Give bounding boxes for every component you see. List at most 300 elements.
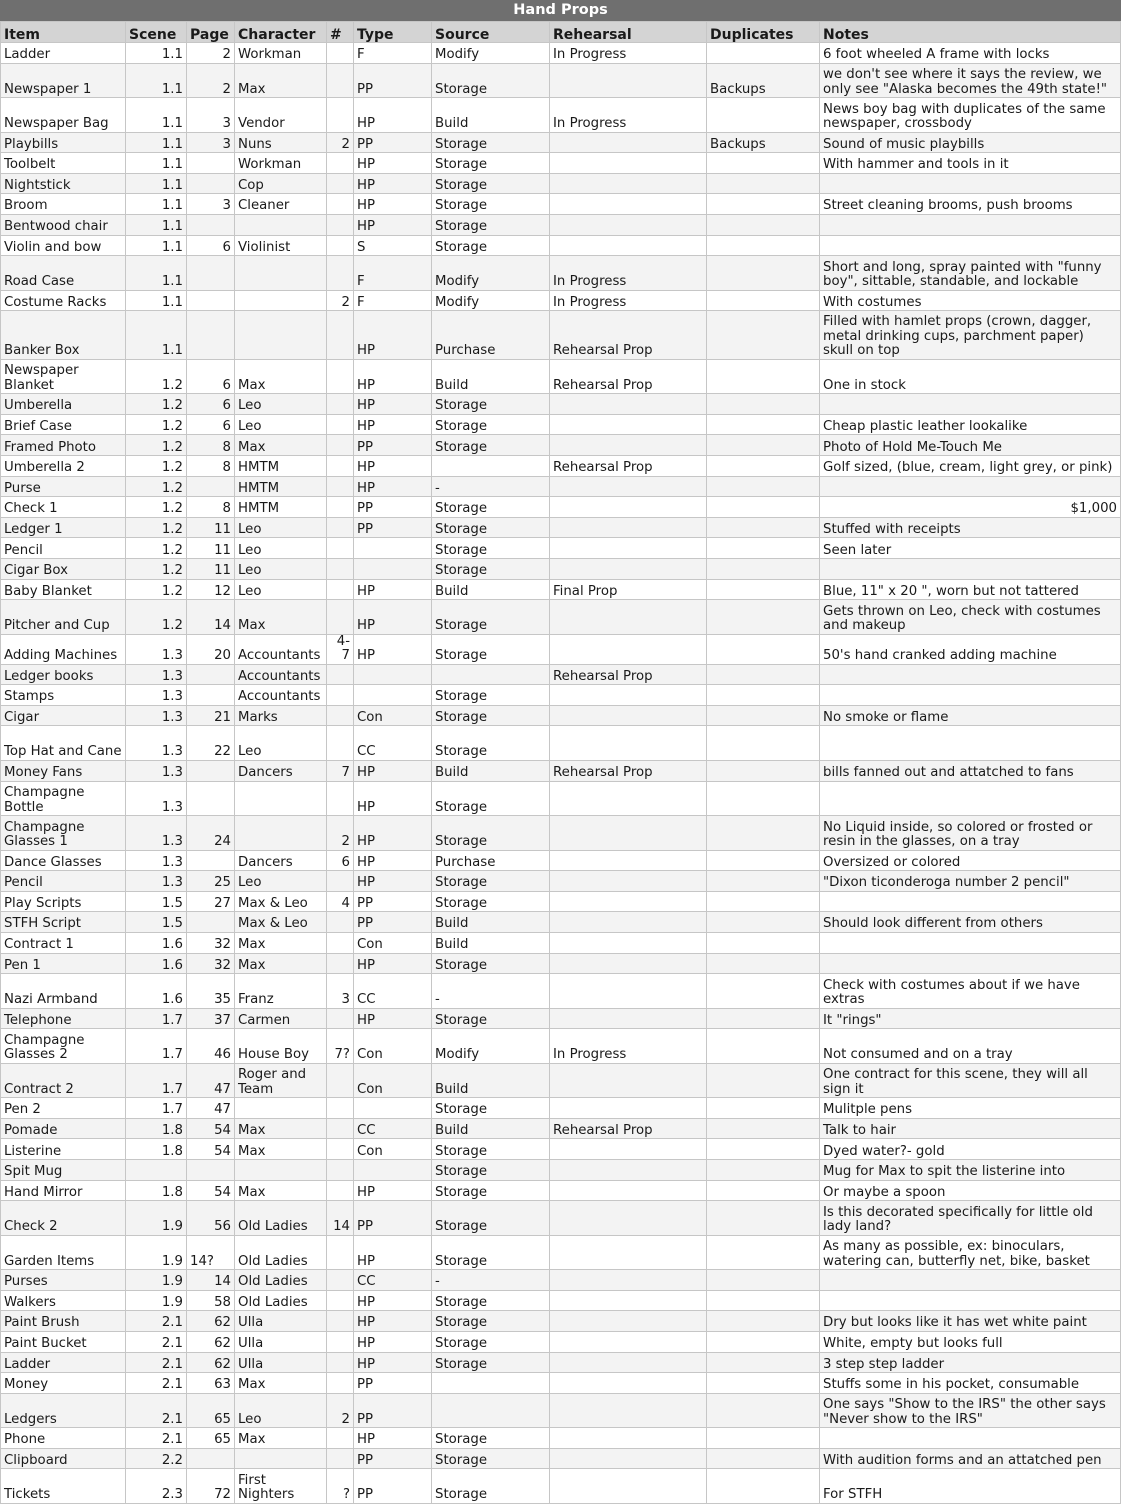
cell-source[interactable]: Storage [432, 953, 550, 974]
cell-page[interactable]: 3 [187, 194, 235, 215]
cell-rehearsal[interactable] [550, 1393, 707, 1428]
cell-scene[interactable]: 1.3 [126, 781, 187, 816]
cell-source[interactable]: Storage [432, 1098, 550, 1119]
cell-page[interactable] [187, 173, 235, 194]
cell-notes[interactable]: 6 foot wheeled A frame with locks [820, 43, 1121, 64]
cell-type[interactable]: CC [354, 1270, 432, 1291]
cell-character[interactable] [235, 781, 327, 816]
cell-scene[interactable]: 1.9 [126, 1290, 187, 1311]
cell-item[interactable]: Hand Mirror [1, 1180, 126, 1201]
cell-duplicates[interactable] [707, 194, 820, 215]
cell-count[interactable] [327, 1448, 354, 1469]
cell-page[interactable]: 58 [187, 1290, 235, 1311]
cell-source[interactable]: Storage [432, 634, 550, 664]
cell-source[interactable]: Storage [432, 153, 550, 174]
cell-page[interactable]: 3 [187, 132, 235, 153]
cell-type[interactable]: F [354, 290, 432, 311]
cell-duplicates[interactable] [707, 1180, 820, 1201]
cell-notes[interactable]: Mug for Max to spit the listerine into [820, 1160, 1121, 1181]
cell-type[interactable]: HP [354, 359, 432, 394]
cell-duplicates[interactable] [707, 664, 820, 685]
cell-duplicates[interactable] [707, 559, 820, 580]
cell-notes[interactable] [820, 781, 1121, 816]
cell-source[interactable]: Build [432, 98, 550, 133]
cell-duplicates[interactable] [707, 497, 820, 518]
cell-scene[interactable]: 1.1 [126, 290, 187, 311]
cell-duplicates[interactable] [707, 726, 820, 761]
cell-type[interactable]: F [354, 43, 432, 64]
cell-character[interactable]: Leo [235, 517, 327, 538]
cell-notes[interactable]: 50's hand cranked adding machine [820, 634, 1121, 664]
cell-item[interactable]: Champagne Glasses 1 [1, 816, 126, 851]
cell-count[interactable] [327, 685, 354, 706]
cell-notes[interactable]: Sound of music playbills [820, 132, 1121, 153]
cell-duplicates[interactable] [707, 1469, 820, 1504]
cell-notes[interactable]: With audition forms and an attatched pen [820, 1448, 1121, 1469]
cell-page[interactable]: 47 [187, 1063, 235, 1098]
cell-count[interactable] [327, 311, 354, 360]
cell-duplicates[interactable] [707, 1118, 820, 1139]
cell-notes[interactable]: Is this decorated specifically for little old lady land? [820, 1201, 1121, 1236]
cell-count[interactable] [327, 1352, 354, 1373]
cell-count[interactable] [327, 214, 354, 235]
cell-duplicates[interactable] [707, 871, 820, 892]
cell-rehearsal[interactable] [550, 435, 707, 456]
cell-page[interactable]: 6 [187, 394, 235, 415]
cell-item[interactable]: Pen 2 [1, 1098, 126, 1119]
cell-item[interactable]: Listerine [1, 1139, 126, 1160]
cell-character[interactable]: Ulla [235, 1352, 327, 1373]
cell-notes[interactable]: Dyed water?- gold [820, 1139, 1121, 1160]
cell-item[interactable]: Broom [1, 194, 126, 215]
cell-item[interactable]: Adding Machines [1, 634, 126, 664]
cell-source[interactable]: Storage [432, 1160, 550, 1181]
cell-character[interactable]: Leo [235, 394, 327, 415]
column-header-scene[interactable]: Scene [126, 22, 187, 43]
cell-type[interactable]: F [354, 256, 432, 291]
cell-duplicates[interactable] [707, 538, 820, 559]
cell-character[interactable]: Franz [235, 974, 327, 1009]
cell-character[interactable]: Accountants [235, 664, 327, 685]
cell-notes[interactable]: Short and long, spray painted with "funny boy", sittable, standable, and lockable [820, 256, 1121, 291]
cell-notes[interactable]: With costumes [820, 290, 1121, 311]
cell-rehearsal[interactable] [550, 1180, 707, 1201]
cell-scene[interactable]: 1.8 [126, 1139, 187, 1160]
cell-duplicates[interactable] [707, 1393, 820, 1428]
cell-count[interactable] [327, 559, 354, 580]
cell-notes[interactable]: "Dixon ticonderoga number 2 pencil" [820, 871, 1121, 892]
cell-item[interactable]: Contract 2 [1, 1063, 126, 1098]
cell-count[interactable] [327, 871, 354, 892]
cell-source[interactable]: Storage [432, 235, 550, 256]
cell-source[interactable] [432, 456, 550, 477]
cell-rehearsal[interactable] [550, 194, 707, 215]
cell-notes[interactable]: For STFH [820, 1469, 1121, 1504]
cell-count[interactable] [327, 664, 354, 685]
column-header-page[interactable]: Page [187, 22, 235, 43]
cell-type[interactable]: HP [354, 1290, 432, 1311]
cell-notes[interactable] [820, 1428, 1121, 1449]
cell-type[interactable]: HP [354, 1235, 432, 1270]
cell-rehearsal[interactable] [550, 1331, 707, 1352]
cell-count[interactable] [327, 1235, 354, 1270]
cell-scene[interactable]: 2.1 [126, 1373, 187, 1394]
cell-type[interactable]: PP [354, 132, 432, 153]
cell-type[interactable]: PP [354, 912, 432, 933]
cell-page[interactable]: 8 [187, 497, 235, 518]
cell-rehearsal[interactable]: In Progress [550, 43, 707, 64]
cell-notes[interactable] [820, 214, 1121, 235]
cell-notes[interactable] [820, 1270, 1121, 1291]
cell-scene[interactable]: 1.1 [126, 214, 187, 235]
cell-source[interactable]: Storage [432, 871, 550, 892]
cell-count[interactable] [327, 235, 354, 256]
cell-character[interactable]: HMTM [235, 456, 327, 477]
cell-notes[interactable]: Golf sized, (blue, cream, light grey, or pink) [820, 456, 1121, 477]
cell-type[interactable]: S [354, 235, 432, 256]
cell-type[interactable]: HP [354, 311, 432, 360]
cell-item[interactable]: Pitcher and Cup [1, 600, 126, 635]
cell-item[interactable]: Play Scripts [1, 891, 126, 912]
cell-type[interactable]: Con [354, 705, 432, 726]
cell-character[interactable] [235, 1160, 327, 1181]
cell-page[interactable]: 12 [187, 579, 235, 600]
cell-type[interactable]: HP [354, 850, 432, 871]
cell-character[interactable] [235, 1448, 327, 1469]
cell-item[interactable]: Pen 1 [1, 953, 126, 974]
cell-type[interactable]: HP [354, 1352, 432, 1373]
cell-rehearsal[interactable] [550, 871, 707, 892]
cell-rehearsal[interactable] [550, 1098, 707, 1119]
cell-page[interactable]: 14 [187, 600, 235, 635]
cell-character[interactable] [235, 256, 327, 291]
cell-count[interactable] [327, 705, 354, 726]
cell-character[interactable]: Nuns [235, 132, 327, 153]
cell-page[interactable]: 62 [187, 1331, 235, 1352]
cell-item[interactable]: Ledger 1 [1, 517, 126, 538]
cell-duplicates[interactable] [707, 1098, 820, 1119]
cell-scene[interactable]: 1.8 [126, 1180, 187, 1201]
cell-notes[interactable]: Stuffed with receipts [820, 517, 1121, 538]
cell-duplicates[interactable]: Backups [707, 63, 820, 98]
cell-item[interactable]: Toolbelt [1, 153, 126, 174]
cell-duplicates[interactable] [707, 953, 820, 974]
cell-notes[interactable] [820, 235, 1121, 256]
cell-type[interactable] [354, 1160, 432, 1181]
cell-page[interactable]: 3 [187, 98, 235, 133]
cell-notes[interactable]: With hammer and tools in it [820, 153, 1121, 174]
cell-item[interactable]: Umberella 2 [1, 456, 126, 477]
cell-page[interactable]: 32 [187, 953, 235, 974]
cell-page[interactable] [187, 290, 235, 311]
cell-character[interactable] [235, 1098, 327, 1119]
cell-count[interactable] [327, 394, 354, 415]
cell-character[interactable]: House Boy [235, 1029, 327, 1064]
cell-character[interactable]: Ulla [235, 1311, 327, 1332]
cell-source[interactable]: Storage [432, 600, 550, 635]
cell-source[interactable]: Storage [432, 1331, 550, 1352]
cell-notes[interactable] [820, 932, 1121, 953]
cell-page[interactable] [187, 1448, 235, 1469]
cell-scene[interactable]: 2.2 [126, 1448, 187, 1469]
cell-item[interactable]: Paint Brush [1, 1311, 126, 1332]
cell-notes[interactable]: 3 step step ladder [820, 1352, 1121, 1373]
cell-item[interactable]: Framed Photo [1, 435, 126, 456]
cell-item[interactable]: Walkers [1, 1290, 126, 1311]
cell-page[interactable]: 2 [187, 43, 235, 64]
cell-count[interactable] [327, 1331, 354, 1352]
cell-character[interactable]: Violinist [235, 235, 327, 256]
cell-scene[interactable]: 2.1 [126, 1352, 187, 1373]
cell-duplicates[interactable] [707, 1428, 820, 1449]
cell-type[interactable]: HP [354, 1331, 432, 1352]
cell-item[interactable]: Cigar Box [1, 559, 126, 580]
cell-duplicates[interactable] [707, 634, 820, 664]
cell-source[interactable]: - [432, 974, 550, 1009]
cell-scene[interactable]: 1.2 [126, 559, 187, 580]
cell-rehearsal[interactable]: Final Prop [550, 579, 707, 600]
cell-source[interactable]: Storage [432, 1469, 550, 1504]
column-header-count[interactable]: # [327, 22, 354, 43]
cell-character[interactable]: Leo [235, 726, 327, 761]
cell-scene[interactable] [126, 1160, 187, 1181]
cell-scene[interactable]: 1.2 [126, 414, 187, 435]
cell-duplicates[interactable] [707, 685, 820, 706]
cell-type[interactable]: PP [354, 1393, 432, 1428]
cell-count[interactable]: ? [327, 1469, 354, 1504]
cell-source[interactable]: Modify [432, 1029, 550, 1064]
cell-count[interactable] [327, 194, 354, 215]
cell-page[interactable] [187, 1160, 235, 1181]
cell-character[interactable]: Carmen [235, 1008, 327, 1029]
cell-duplicates[interactable] [707, 235, 820, 256]
cell-source[interactable]: Storage [432, 414, 550, 435]
cell-count[interactable] [327, 1139, 354, 1160]
cell-item[interactable]: Brief Case [1, 414, 126, 435]
cell-rehearsal[interactable] [550, 235, 707, 256]
cell-page[interactable]: 65 [187, 1428, 235, 1449]
cell-duplicates[interactable] [707, 1201, 820, 1236]
cell-character[interactable]: HMTM [235, 497, 327, 518]
cell-character[interactable] [235, 214, 327, 235]
cell-page[interactable]: 11 [187, 559, 235, 580]
cell-source[interactable]: Storage [432, 1311, 550, 1332]
cell-rehearsal[interactable] [550, 1373, 707, 1394]
cell-source[interactable]: Storage [432, 1428, 550, 1449]
cell-page[interactable] [187, 760, 235, 781]
cell-item[interactable]: Playbills [1, 132, 126, 153]
cell-rehearsal[interactable] [550, 214, 707, 235]
cell-notes[interactable]: Talk to hair [820, 1118, 1121, 1139]
cell-count[interactable] [327, 1311, 354, 1332]
cell-page[interactable]: 62 [187, 1311, 235, 1332]
cell-type[interactable]: CC [354, 1118, 432, 1139]
cell-source[interactable]: Storage [432, 1008, 550, 1029]
cell-type[interactable] [354, 664, 432, 685]
column-header-duplicates[interactable]: Duplicates [707, 22, 820, 43]
cell-character[interactable]: HMTM [235, 476, 327, 497]
cell-rehearsal[interactable] [550, 1448, 707, 1469]
cell-character[interactable]: Accountants [235, 634, 327, 664]
cell-item[interactable]: Newspaper Bag [1, 98, 126, 133]
cell-count[interactable] [327, 1098, 354, 1119]
cell-count[interactable]: 2 [327, 290, 354, 311]
cell-type[interactable]: HP [354, 781, 432, 816]
cell-notes[interactable]: As many as possible, ex: binoculars, watering can, butterfly net, bike, basket [820, 1235, 1121, 1270]
cell-character[interactable]: Leo [235, 1393, 327, 1428]
cell-item[interactable]: Champagne Glasses 2 [1, 1029, 126, 1064]
cell-source[interactable]: Build [432, 932, 550, 953]
cell-type[interactable]: PP [354, 435, 432, 456]
cell-count[interactable] [327, 726, 354, 761]
cell-rehearsal[interactable] [550, 912, 707, 933]
cell-source[interactable]: Storage [432, 1290, 550, 1311]
cell-page[interactable] [187, 912, 235, 933]
cell-type[interactable] [354, 538, 432, 559]
cell-count[interactable] [327, 1008, 354, 1029]
cell-scene[interactable]: 1.7 [126, 1029, 187, 1064]
cell-duplicates[interactable] [707, 256, 820, 291]
cell-scene[interactable]: 2.1 [126, 1311, 187, 1332]
cell-duplicates[interactable] [707, 1160, 820, 1181]
column-header-type[interactable]: Type [354, 22, 432, 43]
cell-item[interactable]: Stamps [1, 685, 126, 706]
cell-scene[interactable]: 1.3 [126, 760, 187, 781]
cell-source[interactable]: Storage [432, 726, 550, 761]
cell-scene[interactable]: 1.1 [126, 173, 187, 194]
cell-type[interactable]: HP [354, 816, 432, 851]
cell-duplicates[interactable]: Backups [707, 132, 820, 153]
cell-duplicates[interactable] [707, 476, 820, 497]
cell-page[interactable] [187, 685, 235, 706]
cell-duplicates[interactable] [707, 98, 820, 133]
cell-scene[interactable]: 1.7 [126, 1098, 187, 1119]
cell-character[interactable]: Leo [235, 414, 327, 435]
cell-rehearsal[interactable] [550, 816, 707, 851]
cell-source[interactable]: Modify [432, 43, 550, 64]
cell-character[interactable]: Old Ladies [235, 1270, 327, 1291]
cell-scene[interactable]: 1.9 [126, 1235, 187, 1270]
cell-rehearsal[interactable] [550, 538, 707, 559]
cell-source[interactable]: Storage [432, 214, 550, 235]
cell-page[interactable]: 35 [187, 974, 235, 1009]
cell-count[interactable] [327, 63, 354, 98]
cell-scene[interactable]: 1.2 [126, 579, 187, 600]
cell-notes[interactable]: Should look different from others [820, 912, 1121, 933]
cell-item[interactable]: Phone [1, 1428, 126, 1449]
cell-source[interactable]: Build [432, 912, 550, 933]
cell-rehearsal[interactable] [550, 497, 707, 518]
cell-item[interactable]: Purses [1, 1270, 126, 1291]
cell-source[interactable]: Storage [432, 1235, 550, 1270]
cell-character[interactable]: Dancers [235, 850, 327, 871]
cell-count[interactable] [327, 1373, 354, 1394]
cell-notes[interactable]: Dry but looks like it has wet white paint [820, 1311, 1121, 1332]
cell-scene[interactable]: 1.3 [126, 664, 187, 685]
cell-page[interactable]: 24 [187, 816, 235, 851]
cell-scene[interactable]: 2.3 [126, 1469, 187, 1504]
cell-notes[interactable] [820, 685, 1121, 706]
cell-type[interactable]: HP [354, 1311, 432, 1332]
cell-item[interactable]: Road Case [1, 256, 126, 291]
cell-source[interactable]: Storage [432, 559, 550, 580]
cell-character[interactable]: Marks [235, 705, 327, 726]
cell-notes[interactable]: Street cleaning brooms, push brooms [820, 194, 1121, 215]
cell-scene[interactable]: 1.1 [126, 43, 187, 64]
cell-type[interactable]: HP [354, 871, 432, 892]
cell-type[interactable]: HP [354, 634, 432, 664]
cell-source[interactable]: Storage [432, 497, 550, 518]
cell-count[interactable] [327, 256, 354, 291]
cell-source[interactable]: Storage [432, 816, 550, 851]
cell-source[interactable]: Storage [432, 394, 550, 415]
cell-count[interactable] [327, 1428, 354, 1449]
cell-notes[interactable]: Not consumed and on a tray [820, 1029, 1121, 1064]
cell-duplicates[interactable] [707, 1448, 820, 1469]
cell-count[interactable]: 4-7 [327, 634, 354, 664]
cell-duplicates[interactable] [707, 891, 820, 912]
cell-item[interactable]: Top Hat and Cane [1, 726, 126, 761]
cell-notes[interactable]: Check with costumes about if we have extras [820, 974, 1121, 1009]
cell-count[interactable] [327, 173, 354, 194]
cell-rehearsal[interactable] [550, 685, 707, 706]
cell-count[interactable] [327, 932, 354, 953]
cell-item[interactable]: Money Fans [1, 760, 126, 781]
cell-duplicates[interactable] [707, 435, 820, 456]
cell-type[interactable]: HP [354, 600, 432, 635]
cell-character[interactable]: Workman [235, 43, 327, 64]
cell-source[interactable]: Modify [432, 290, 550, 311]
cell-rehearsal[interactable]: Rehearsal Prop [550, 359, 707, 394]
cell-page[interactable]: 62 [187, 1352, 235, 1373]
cell-rehearsal[interactable]: In Progress [550, 256, 707, 291]
cell-count[interactable] [327, 1118, 354, 1139]
cell-count[interactable] [327, 476, 354, 497]
cell-character[interactable]: Dancers [235, 760, 327, 781]
cell-notes[interactable]: White, empty but looks full [820, 1331, 1121, 1352]
cell-source[interactable]: - [432, 476, 550, 497]
cell-notes[interactable]: bills fanned out and attatched to fans [820, 760, 1121, 781]
cell-notes[interactable]: No Liquid inside, so colored or frosted or resin in the glasses, on a tray [820, 816, 1121, 851]
cell-notes[interactable] [820, 559, 1121, 580]
cell-item[interactable]: Bentwood chair [1, 214, 126, 235]
cell-count[interactable]: 3 [327, 974, 354, 1009]
cell-rehearsal[interactable]: Rehearsal Prop [550, 664, 707, 685]
cell-character[interactable]: First Nighters [235, 1469, 327, 1504]
cell-character[interactable]: Max [235, 1139, 327, 1160]
cell-source[interactable]: Storage [432, 1352, 550, 1373]
cell-notes[interactable]: One contract for this scene, they will all sign it [820, 1063, 1121, 1098]
cell-rehearsal[interactable] [550, 850, 707, 871]
cell-source[interactable]: Storage [432, 705, 550, 726]
cell-source[interactable] [432, 1393, 550, 1428]
cell-page[interactable]: 8 [187, 456, 235, 477]
cell-source[interactable]: Storage [432, 63, 550, 98]
cell-source[interactable]: Storage [432, 1201, 550, 1236]
cell-notes[interactable]: Stuffs some in his pocket, consumable [820, 1373, 1121, 1394]
cell-count[interactable]: 2 [327, 1393, 354, 1428]
cell-page[interactable]: 2 [187, 63, 235, 98]
cell-page[interactable]: 32 [187, 932, 235, 953]
cell-page[interactable]: 54 [187, 1139, 235, 1160]
cell-scene[interactable]: 1.3 [126, 816, 187, 851]
cell-duplicates[interactable] [707, 579, 820, 600]
cell-duplicates[interactable] [707, 816, 820, 851]
cell-rehearsal[interactable]: In Progress [550, 1029, 707, 1064]
cell-rehearsal[interactable] [550, 1201, 707, 1236]
cell-character[interactable]: Vendor [235, 98, 327, 133]
cell-page[interactable] [187, 664, 235, 685]
